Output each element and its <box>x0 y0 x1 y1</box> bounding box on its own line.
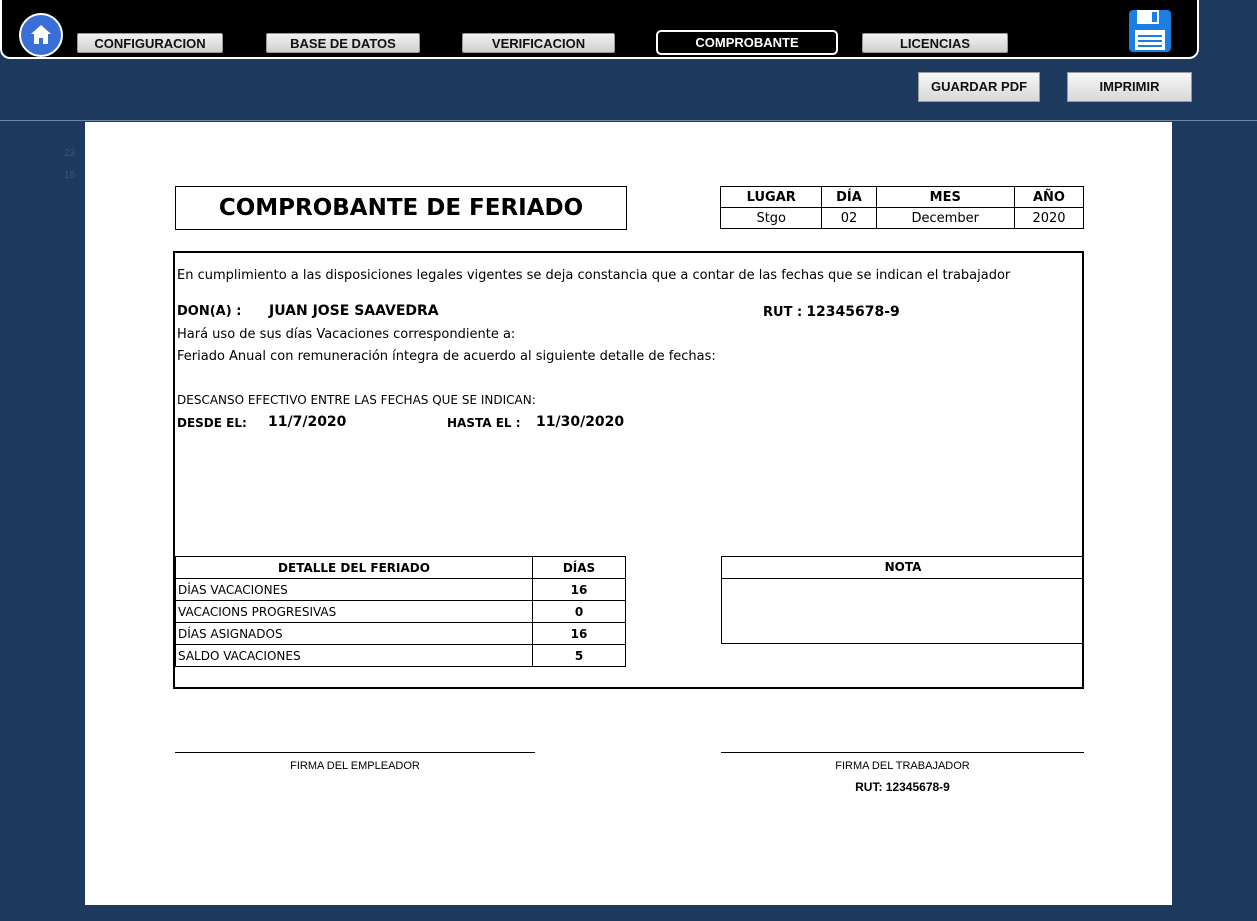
info-value-mes: December <box>876 208 1014 229</box>
background-cell-value: 23 <box>64 148 76 159</box>
nav-configuracion-button[interactable]: CONFIGURACION <box>77 33 223 53</box>
receipt-body <box>173 251 1084 689</box>
info-header-dia: DÍA <box>822 187 876 208</box>
save-pdf-button[interactable]: GUARDAR PDF <box>918 72 1040 102</box>
rest-period-label: DESCANSO EFECTIVO ENTRE LAS FECHAS QUE SE INDICAN: <box>177 393 536 407</box>
days-header: DÍAS <box>533 557 626 579</box>
detail-value: 16 <box>533 623 626 645</box>
annual-leave-line: Feriado Anual con remuneración íntegra de acuerdo al siguiente detalle de fechas: <box>177 349 716 364</box>
info-value-ano: 2020 <box>1014 208 1083 229</box>
detail-label: DÍAS ASIGNADOS <box>176 623 533 645</box>
detail-header: DETALLE DEL FERIADO <box>176 557 533 579</box>
detail-label: VACACIONS PROGRESIVAS <box>176 601 533 623</box>
table-row <box>176 579 626 601</box>
rut-value: 12345678-9 <box>806 304 900 320</box>
don-label: DON(A) : <box>177 304 242 319</box>
nav-licencias-button[interactable]: LICENCIAS <box>862 33 1008 53</box>
note-box <box>721 556 1084 644</box>
to-date-value: 11/30/2020 <box>536 414 625 430</box>
info-header-mes: MES <box>876 187 1014 208</box>
table-row <box>176 601 626 623</box>
from-date-value: 11/7/2020 <box>268 414 347 430</box>
header-divider <box>0 120 1257 121</box>
employee-name: JUAN JOSE SAAVEDRA <box>269 303 439 319</box>
table-row <box>176 623 626 645</box>
detail-value: 5 <box>533 645 626 667</box>
detail-value: 16 <box>533 579 626 601</box>
table-row <box>176 645 626 667</box>
home-button[interactable] <box>19 13 63 57</box>
to-date-label: HASTA EL : <box>447 416 521 430</box>
nav-verificacion-button[interactable]: VERIFICACION <box>462 33 615 53</box>
intro-text: En cumplimiento a las disposiciones legales vigentes se deja constancia que a contar de las fechas que se indican el trabajador <box>177 268 1011 283</box>
leave-detail-table <box>175 556 626 667</box>
worker-signature-label: FIRMA DEL TRABAJADOR <box>835 760 970 772</box>
info-value-dia: 02 <box>822 208 876 229</box>
nav-base-de-datos-button[interactable]: BASE DE DATOS <box>266 33 420 53</box>
nav-comprobante-button[interactable]: COMPROBANTE <box>656 30 838 55</box>
home-icon <box>28 22 54 48</box>
background-cell-value: 16 <box>64 170 76 181</box>
top-navigation-bar <box>0 0 1199 59</box>
detail-label: DÍAS VACACIONES <box>176 579 533 601</box>
employer-signature-line <box>175 752 535 753</box>
employer-signature-label: FIRMA DEL EMPLEADOR <box>290 760 420 772</box>
info-header-lugar: LUGAR <box>721 187 822 208</box>
place-date-table <box>720 186 1084 229</box>
detail-value: 0 <box>533 601 626 623</box>
worker-signature-line <box>721 752 1084 753</box>
note-header: NOTA <box>722 557 1084 579</box>
receipt-document <box>85 122 1172 905</box>
info-value-lugar: Stgo <box>721 208 822 229</box>
document-title: COMPROBANTE DE FERIADO <box>175 186 627 230</box>
info-header-ano: AÑO <box>1014 187 1083 208</box>
vacation-line: Hará uso de sus días Vacaciones correspondiente a: <box>177 327 516 342</box>
save-disk-icon[interactable] <box>1127 8 1173 54</box>
worker-rut: RUT: 12345678-9 <box>855 780 950 794</box>
print-button[interactable]: IMPRIMIR <box>1067 72 1192 102</box>
from-date-label: DESDE EL: <box>177 416 247 430</box>
detail-label: SALDO VACACIONES <box>176 645 533 667</box>
rut-label: RUT : <box>763 305 803 320</box>
